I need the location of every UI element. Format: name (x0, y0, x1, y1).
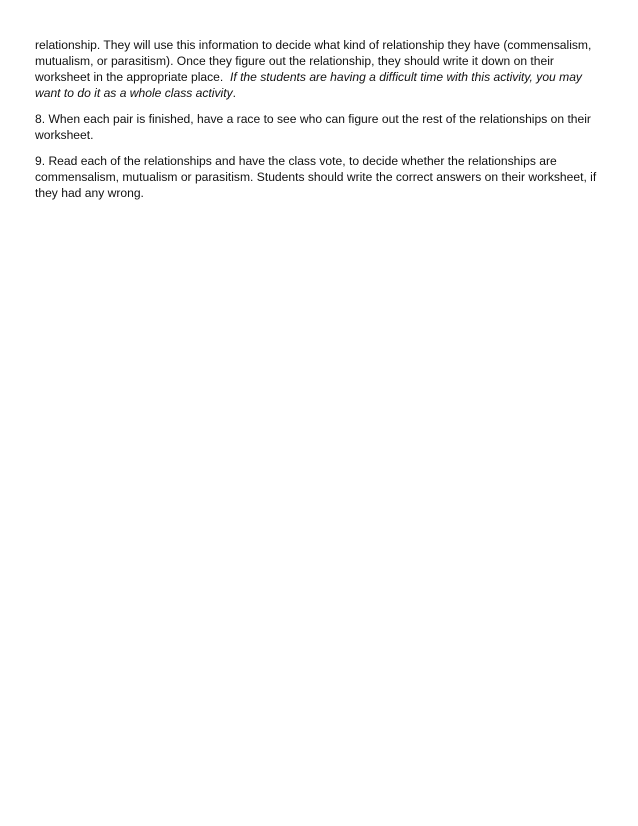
paragraph-text: relationship. They will use this information to decide what kind of relationship they have (commensalism, mutualism, or parasitism). Once they figure out the relationship, they should write it down on their worksheet in the appropriate place. (35, 38, 592, 84)
document-page (35, 37, 601, 211)
italic-note-period: . (232, 86, 236, 100)
paragraph-step-9: 9. Read each of the relationships and have the class vote, to decide whether the relationships are commensalism, mutualism or parasitism. Students should write the correct answers on their worksheet, if they had any wrong. (35, 154, 597, 200)
paragraph-relationship-instructions (35, 37, 601, 101)
italic-note: If the students are having a difficult time with this activity, you may want to do it as a whole class activity (35, 70, 582, 100)
paragraph-step-8: 8. When each pair is finished, have a race to see who can figure out the rest of the relationships on their worksheet. (35, 112, 591, 142)
